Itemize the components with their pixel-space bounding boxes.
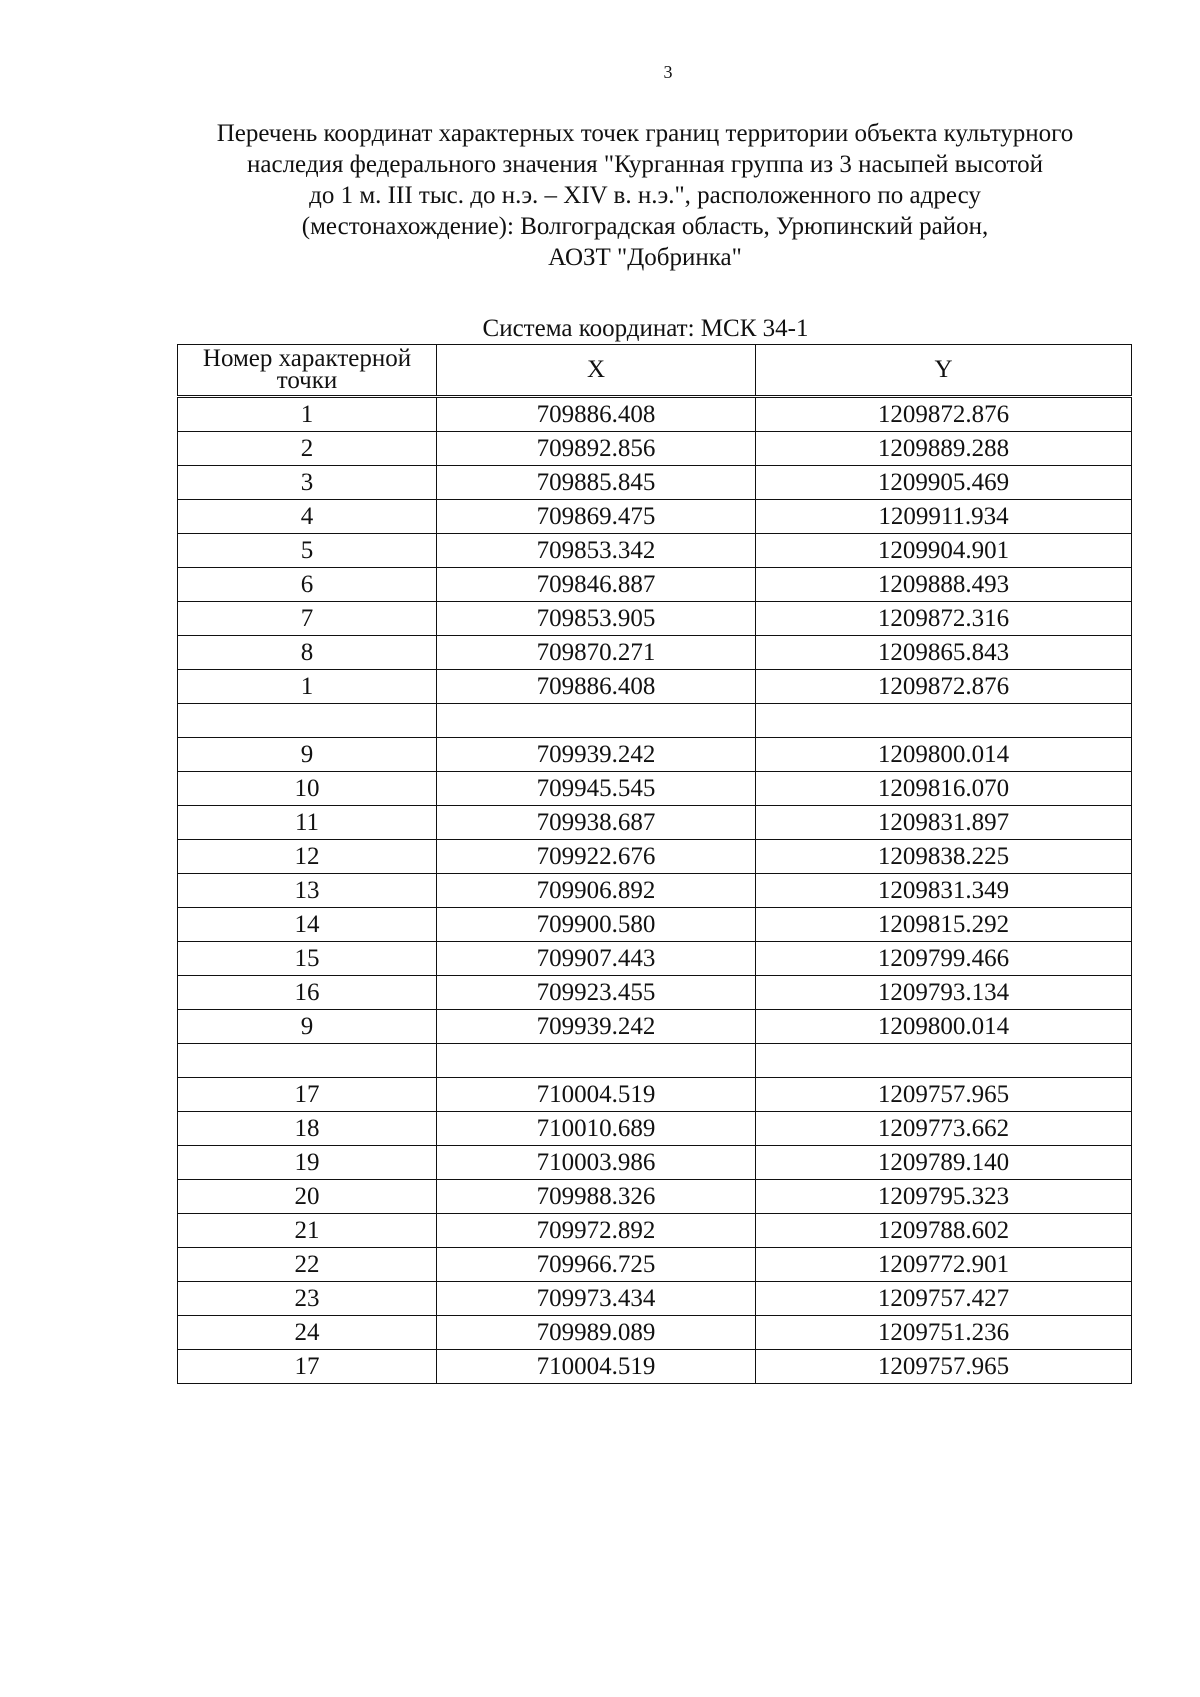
cell-x: 709973.434 — [437, 1282, 756, 1316]
cell-point-number: 6 — [178, 568, 437, 602]
cell-point-number: 12 — [178, 840, 437, 874]
table-row — [178, 840, 1132, 874]
cell-x: 709900.580 — [437, 908, 756, 942]
cell-x: 709906.892 — [437, 874, 756, 908]
coordinates-table — [177, 344, 1132, 1384]
cell-x: 710004.519 — [437, 1350, 756, 1384]
cell-x — [437, 1044, 756, 1078]
cell-y: 1209799.466 — [756, 942, 1132, 976]
cell-point-number: 1 — [178, 397, 437, 432]
table-row — [178, 1282, 1132, 1316]
cell-y — [756, 1044, 1132, 1078]
cell-x: 709922.676 — [437, 840, 756, 874]
table-row — [178, 1112, 1132, 1146]
cell-y: 1209889.288 — [756, 432, 1132, 466]
cell-y: 1209904.901 — [756, 534, 1132, 568]
cell-y: 1209757.427 — [756, 1282, 1132, 1316]
cell-x: 709870.271 — [437, 636, 756, 670]
cell-point-number: 11 — [178, 806, 437, 840]
cell-x: 709939.242 — [437, 1010, 756, 1044]
table-row — [178, 908, 1132, 942]
cell-y: 1209800.014 — [756, 1010, 1132, 1044]
cell-x: 710010.689 — [437, 1112, 756, 1146]
cell-x: 709966.725 — [437, 1248, 756, 1282]
table-row — [178, 636, 1132, 670]
cell-y: 1209773.662 — [756, 1112, 1132, 1146]
cell-x: 709923.455 — [437, 976, 756, 1010]
cell-y: 1209795.323 — [756, 1180, 1132, 1214]
title-line: Перечень координат характерных точек границ территории объекта культурного — [216, 120, 1074, 147]
cell-x: 709886.408 — [437, 397, 756, 432]
cell-point-number: 7 — [178, 602, 437, 636]
cell-x: 709945.545 — [437, 772, 756, 806]
cell-x: 709853.905 — [437, 602, 756, 636]
title-line: до 1 м. III тыс. до н.э. – XIV в. н.э.", расположенного по адресу — [309, 182, 981, 209]
table-row — [178, 772, 1132, 806]
cell-point-number — [178, 704, 437, 738]
cell-y: 1209872.876 — [756, 670, 1132, 704]
table-row — [178, 534, 1132, 568]
table-row — [178, 1180, 1132, 1214]
cell-point-number: 1 — [178, 670, 437, 704]
cell-point-number: 21 — [178, 1214, 437, 1248]
cell-y — [756, 704, 1132, 738]
table-header-row — [178, 345, 1132, 397]
cell-point-number: 19 — [178, 1146, 437, 1180]
cell-y: 1209865.843 — [756, 636, 1132, 670]
cell-y: 1209789.140 — [756, 1146, 1132, 1180]
table-row — [178, 568, 1132, 602]
cell-x: 709989.089 — [437, 1316, 756, 1350]
cell-point-number: 9 — [178, 1010, 437, 1044]
table-row — [178, 1010, 1132, 1044]
cell-y: 1209757.965 — [756, 1078, 1132, 1112]
cell-x — [437, 704, 756, 738]
cell-point-number: 3 — [178, 466, 437, 500]
cell-point-number: 8 — [178, 636, 437, 670]
cell-point-number: 17 — [178, 1078, 437, 1112]
cell-x: 709988.326 — [437, 1180, 756, 1214]
cell-y: 1209905.469 — [756, 466, 1132, 500]
title-line: наследия федерального значения "Курганная группа из 3 насыпей высотой — [247, 151, 1043, 178]
header-x: X — [437, 345, 756, 397]
cell-x: 709938.687 — [437, 806, 756, 840]
table-row — [178, 1350, 1132, 1384]
cell-x: 709853.342 — [437, 534, 756, 568]
cell-y: 1209772.901 — [756, 1248, 1132, 1282]
cell-y: 1209788.602 — [756, 1214, 1132, 1248]
cell-y: 1209800.014 — [756, 738, 1132, 772]
document-title — [180, 118, 1110, 273]
table-row — [178, 1316, 1132, 1350]
cell-point-number: 2 — [178, 432, 437, 466]
cell-point-number: 16 — [178, 976, 437, 1010]
header-point-number: Номер характерной точки — [178, 345, 437, 397]
table-row — [178, 1044, 1132, 1078]
cell-point-number: 14 — [178, 908, 437, 942]
cell-point-number: 5 — [178, 534, 437, 568]
cell-y: 1209831.349 — [756, 874, 1132, 908]
table-row — [178, 806, 1132, 840]
table-row — [178, 738, 1132, 772]
table-row — [178, 1248, 1132, 1282]
cell-point-number: 18 — [178, 1112, 437, 1146]
cell-point-number: 24 — [178, 1316, 437, 1350]
cell-point-number: 9 — [178, 738, 437, 772]
cell-point-number — [178, 1044, 437, 1078]
cell-x: 709939.242 — [437, 738, 756, 772]
cell-y: 1209793.134 — [756, 976, 1132, 1010]
title-line: (местонахождение): Волгоградская область, Урюпинский район, — [301, 213, 989, 240]
cell-x: 709846.887 — [437, 568, 756, 602]
table-row — [178, 432, 1132, 466]
cell-x: 709885.845 — [437, 466, 756, 500]
cell-point-number: 13 — [178, 874, 437, 908]
cell-y: 1209911.934 — [756, 500, 1132, 534]
cell-y: 1209888.493 — [756, 568, 1132, 602]
table-row — [178, 1146, 1132, 1180]
table-row — [178, 874, 1132, 908]
table-row — [178, 466, 1132, 500]
title-line: АОЗТ "Добринка" — [548, 244, 742, 271]
cell-point-number: 10 — [178, 772, 437, 806]
cell-y: 1209872.876 — [756, 397, 1132, 432]
table-row — [178, 976, 1132, 1010]
cell-x: 709972.892 — [437, 1214, 756, 1248]
cell-x: 709886.408 — [437, 670, 756, 704]
cell-y: 1209831.897 — [756, 806, 1132, 840]
table-row — [178, 602, 1132, 636]
cell-x: 709869.475 — [437, 500, 756, 534]
cell-point-number: 15 — [178, 942, 437, 976]
table-row — [178, 942, 1132, 976]
coordinate-system-caption: Система координат: МСК 34-1 — [482, 315, 809, 342]
coordinates-table-body — [178, 397, 1132, 1384]
cell-y: 1209815.292 — [756, 908, 1132, 942]
cell-point-number: 23 — [178, 1282, 437, 1316]
cell-x: 709892.856 — [437, 432, 756, 466]
cell-x: 709907.443 — [437, 942, 756, 976]
table-row — [178, 397, 1132, 432]
table-row — [178, 670, 1132, 704]
cell-point-number: 22 — [178, 1248, 437, 1282]
cell-y: 1209751.236 — [756, 1316, 1132, 1350]
table-row — [178, 500, 1132, 534]
cell-y: 1209838.225 — [756, 840, 1132, 874]
header-y: Y — [756, 345, 1132, 397]
cell-y: 1209757.965 — [756, 1350, 1132, 1384]
cell-x: 710004.519 — [437, 1078, 756, 1112]
cell-y: 1209816.070 — [756, 772, 1132, 806]
cell-point-number: 17 — [178, 1350, 437, 1384]
cell-y: 1209872.316 — [756, 602, 1132, 636]
cell-x: 710003.986 — [437, 1146, 756, 1180]
table-row — [178, 1214, 1132, 1248]
cell-point-number: 4 — [178, 500, 437, 534]
table-row — [178, 1078, 1132, 1112]
table-row — [178, 704, 1132, 738]
page-number: 3 — [663, 62, 673, 82]
cell-point-number: 20 — [178, 1180, 437, 1214]
